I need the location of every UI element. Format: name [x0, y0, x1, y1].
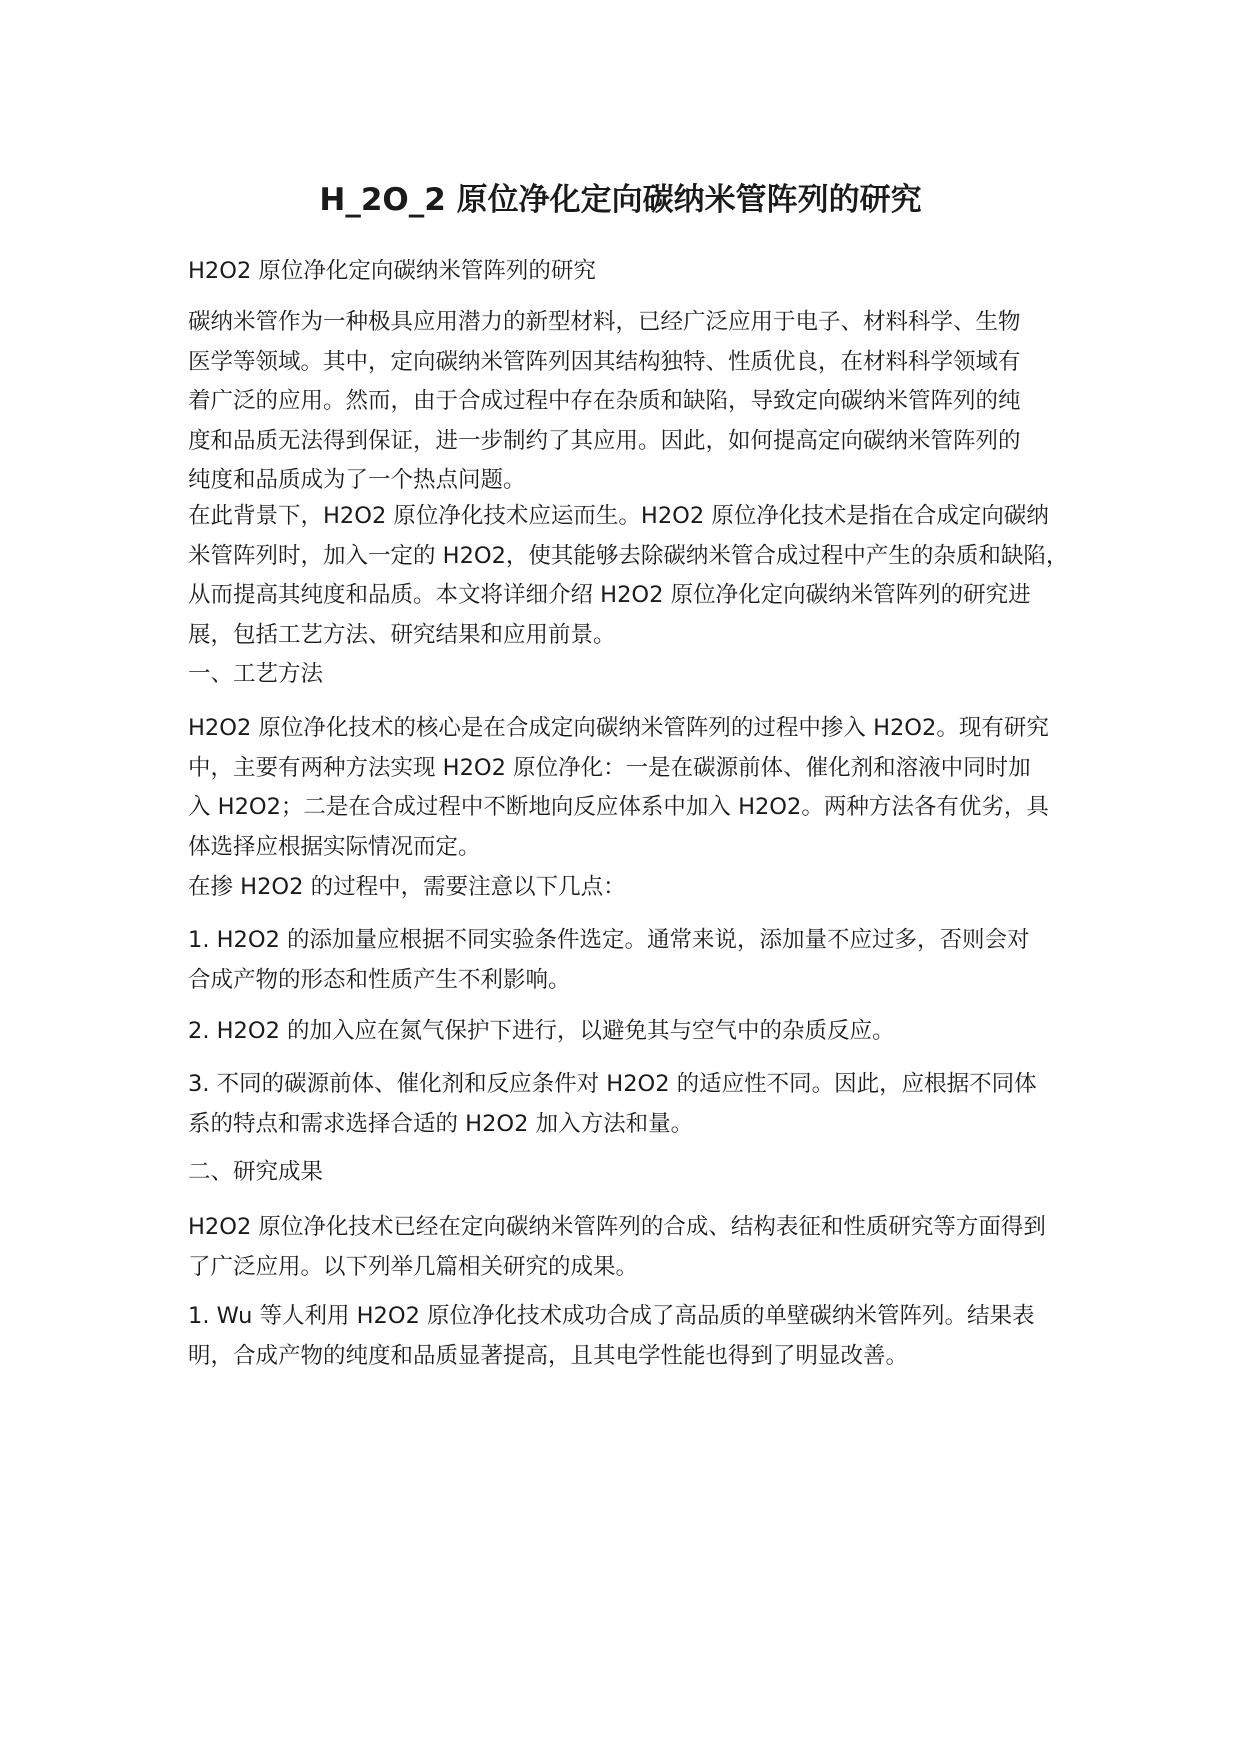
text-line: 度和品质无法得到保证，进一步制约了其应用。因此，如何提高定向碳纳米管阵列的 [188, 427, 1021, 454]
text-line: H2O2 原位净化技术的核心是在合成定向碳纳米管阵列的过程中掺入 H2O2。现有研究 [188, 715, 1049, 741]
text-line: 合成产物的形态和性质产生不利影响。 [188, 966, 571, 993]
paragraph-results [188, 1208, 1083, 1287]
text-line: 1. Wu 等人利用 H2O2 原位净化技术成功合成了高品质的单壁碳纳米管阵列。结果表 [188, 1303, 1035, 1329]
paragraph-subtitle [188, 252, 1083, 292]
text-line: 着广泛的应用。然而，由于合成过程中存在杂质和缺陷，导致定向碳纳米管阵列的纯 [188, 388, 1021, 415]
text-line: 二、研究成果 [188, 1159, 324, 1185]
text-line: 米管阵列时，加入一定的 H2O2，使其能够去除碳纳米管合成过程中产生的杂质和缺陷， [188, 542, 1069, 569]
paragraph-background [188, 497, 1083, 655]
text-line: 了广泛应用。以下列举几篇相关研究的成果。 [188, 1253, 639, 1280]
text-line: 1. H2O2 的添加量应根据不同实验条件选定。通常来说，添加量不应过多，否则会对 [188, 927, 1030, 953]
paragraph-intro [188, 303, 1083, 501]
text-line: 纯度和品质成为了一个热点问题。 [188, 467, 526, 494]
list-item-1 [188, 921, 1083, 1000]
text-line: 入 H2O2；二是在合成过程中不断地向反应体系中加入 H2O2。两种方法各有优劣，具 [188, 794, 1049, 821]
text-line: 医学等领域。其中，定向碳纳米管阵列因其结构独特、性质优良，在材料科学领域有 [188, 348, 1021, 375]
text-line: H2O2 原位净化技术已经在定向碳纳米管阵列的合成、结构表征和性质研究等方面得到 [188, 1214, 1046, 1240]
text-line: 在此背景下，H2O2 原位净化技术应运而生。H2O2 原位净化技术是指在合成定向碳纳 [188, 503, 1049, 529]
result-item-1 [188, 1297, 1083, 1376]
list-item-3 [188, 1065, 1083, 1144]
paragraph-notes-intro [188, 868, 1083, 908]
text-line: 3. 不同的碳源前体、催化剂和反应条件对 H2O2 的适应性不同。因此，应根据不同体 [188, 1071, 1037, 1097]
text-line: 在掺 H2O2 的过程中，需要注意以下几点： [188, 874, 626, 900]
text-line: 从而提高其纯度和品质。本文将详细介绍 H2O2 原位净化定向碳纳米管阵列的研究进 [188, 582, 1031, 609]
document-title: H_2O_2 原位净化定向碳纳米管阵列的研究 [319, 182, 922, 218]
list-item-2 [188, 1012, 1083, 1052]
text-line: 碳纳米管作为一种极具应用潜力的新型材料，已经广泛应用于电子、材料科学、生物 [188, 309, 1021, 335]
text-line: 一、工艺方法 [188, 661, 324, 687]
text-line: 体选择应根据实际情况而定。 [188, 833, 481, 860]
text-line: 明，合成产物的纯度和品质显著提高，且其电学性能也得到了明显改善。 [188, 1342, 909, 1369]
section-heading-results [188, 1153, 1083, 1193]
text-line: H2O2 原位净化定向碳纳米管阵列的研究 [188, 258, 596, 284]
text-line: 2. H2O2 的加入应在氮气保护下进行，以避免其与空气中的杂质反应。 [188, 1018, 895, 1044]
text-line: 系的特点和需求选择合适的 H2O2 加入方法和量。 [188, 1110, 694, 1137]
paragraph-method [188, 709, 1083, 867]
text-line: 中，主要有两种方法实现 H2O2 原位净化：一是在碳源前体、催化剂和溶液中同时加 [188, 754, 1031, 781]
section-heading-method [188, 655, 1083, 695]
text-line: 展，包括工艺方法、研究结果和应用前景。 [188, 621, 616, 648]
